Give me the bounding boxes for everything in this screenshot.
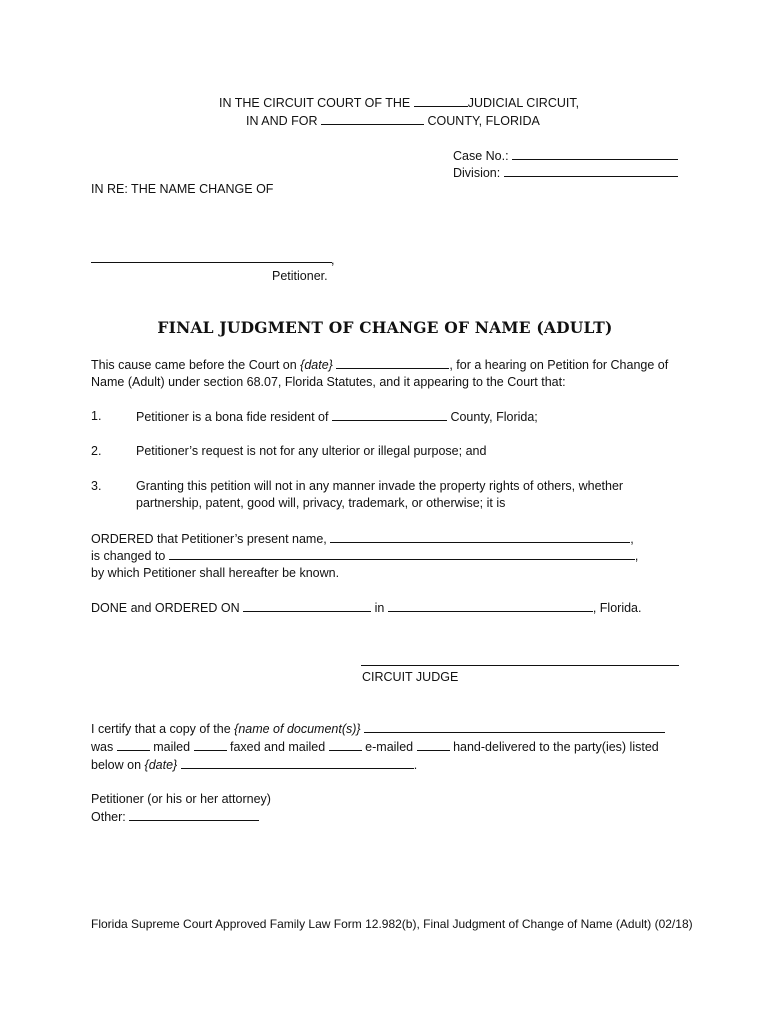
- hearing-date-blank[interactable]: [336, 356, 449, 369]
- finding-3-number: 3.: [91, 479, 102, 493]
- new-name-blank[interactable]: [169, 547, 635, 560]
- done-ordered-line: DONE and ORDERED ON in , Florida.: [91, 601, 642, 615]
- circuit-judge-label: CIRCUIT JUDGE: [362, 670, 459, 684]
- document-title: FINAL JUDGMENT OF CHANGE OF NAME (ADULT): [157, 318, 613, 337]
- county-blank[interactable]: [321, 112, 424, 125]
- form-footer: Florida Supreme Court Approved Family Law Form 12.982(b), Final Judgment of Change of Name (Adult) (02/18): [91, 917, 693, 931]
- certify-line3: below on {date} .: [91, 758, 418, 772]
- ordered-line2: is changed to ,: [91, 549, 639, 563]
- finding-1-text: Petitioner is a bona fide resident of County, Florida;: [136, 410, 538, 424]
- ordered-line3: by which Petitioner shall hereafter be known.: [91, 566, 340, 580]
- emailed-checkbox-blank[interactable]: [329, 738, 362, 751]
- recipient-other: Other:: [91, 808, 259, 825]
- finding-2-number: 2.: [91, 444, 102, 458]
- mailed-checkbox-blank[interactable]: [117, 738, 150, 751]
- recipient-petitioner: Petitioner (or his or her attorney): [91, 792, 271, 806]
- certify-line1: I certify that a copy of the {name of document(s)}: [91, 720, 665, 737]
- division-field[interactable]: [504, 164, 678, 177]
- residence-county-blank[interactable]: [332, 408, 447, 421]
- finding-3-text-line1: Granting this petition will not in any manner invade the property rights of others, whether: [136, 479, 624, 493]
- petitioner-label: Petitioner.: [272, 269, 328, 283]
- caption-comma: ,: [331, 253, 335, 267]
- finding-3-text-line2: partnership, patent, good will, privacy, trademark, or otherwise; it is: [136, 496, 506, 510]
- intro-line2: Name (Adult) under section 68.07, Florida Statutes, and it appearing to the Court that:: [91, 375, 566, 389]
- court-header-line2: IN AND FOR COUNTY, FLORIDA: [246, 114, 540, 128]
- finding-1-number: 1.: [91, 409, 102, 423]
- certify-line2: was mailed faxed and mailed e-mailed hand-delivered to the party(ies) listed: [91, 740, 659, 754]
- done-location-blank[interactable]: [388, 599, 593, 612]
- present-name-blank[interactable]: [330, 530, 630, 543]
- case-no-field[interactable]: [512, 147, 678, 160]
- finding-2-text: Petitioner’s request is not for any ulterior or illegal purpose; and: [136, 444, 487, 458]
- judge-signature-line[interactable]: [361, 665, 679, 666]
- intro-line1: This cause came before the Court on {date} , for a hearing on Petition for Change of: [91, 358, 669, 372]
- ordered-line1: ORDERED that Petitioner’s present name, ,: [91, 532, 634, 546]
- judicial-circuit-blank[interactable]: [414, 94, 468, 107]
- case-no-row: Case No.:: [453, 147, 678, 164]
- petitioner-name-line[interactable]: [91, 262, 332, 263]
- done-date-blank[interactable]: [243, 599, 371, 612]
- other-recipient-blank[interactable]: [129, 808, 259, 821]
- hand-delivered-checkbox-blank[interactable]: [417, 738, 450, 751]
- document-name-blank[interactable]: [364, 720, 665, 733]
- service-date-blank[interactable]: [181, 756, 414, 769]
- division-row: Division:: [453, 164, 678, 181]
- court-header-line1: IN THE CIRCUIT COURT OF THE JUDICIAL CIRCUIT,: [219, 96, 580, 110]
- in-re-caption: IN RE: THE NAME CHANGE OF: [91, 182, 274, 196]
- faxed-checkbox-blank[interactable]: [194, 738, 227, 751]
